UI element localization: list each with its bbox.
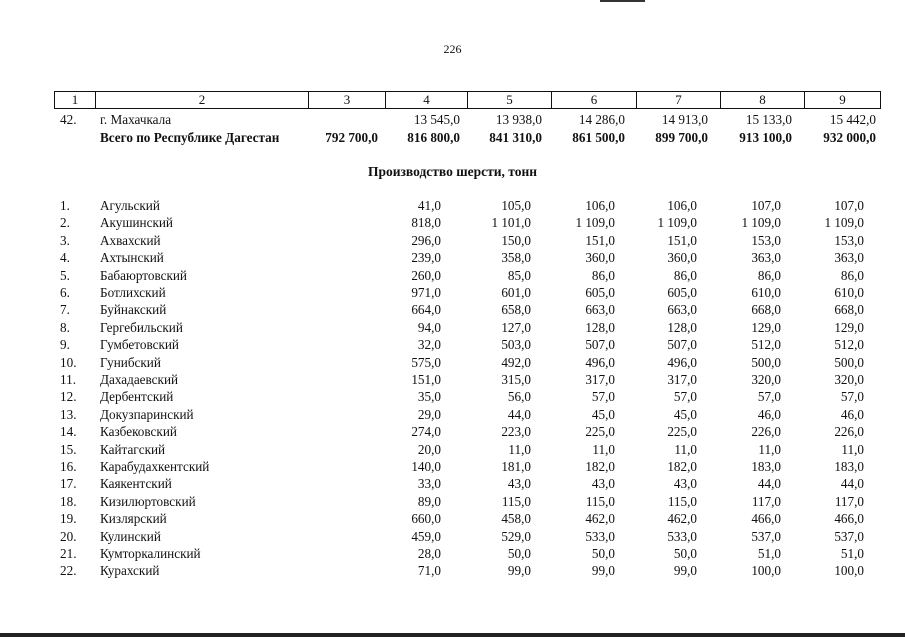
cell-value: 183,0 xyxy=(834,459,864,474)
cell-value: 182,0 xyxy=(667,459,697,474)
cell-value: 46,0 xyxy=(840,406,864,422)
district-name: Кайтагский xyxy=(100,441,166,457)
row-number: 5. xyxy=(60,267,70,283)
row-number: 20. xyxy=(60,528,77,544)
cell-value: 89,0 xyxy=(417,493,441,509)
cell-value: 818,0 xyxy=(411,215,441,231)
cell-value: 35,0 xyxy=(417,389,441,405)
column-header: 9 xyxy=(805,92,881,108)
table-row xyxy=(0,214,905,231)
table-row xyxy=(0,458,905,475)
district-name: Гергебильский xyxy=(100,319,183,335)
row-number: 9. xyxy=(60,337,70,353)
column-header: 8 xyxy=(721,92,805,108)
cell-value: 320,0 xyxy=(834,372,864,387)
cell-value: 360,0 xyxy=(585,250,615,266)
cell-value: 128,0 xyxy=(585,319,615,335)
district-name: Гунибский xyxy=(100,354,161,370)
table-row xyxy=(0,528,905,545)
cell-value: 94,0 xyxy=(417,319,441,335)
column-header: 1 xyxy=(55,92,96,108)
district-name: Всего по Республике Дагестан xyxy=(100,130,280,145)
district-name: Кумторкалинский xyxy=(100,546,201,561)
district-name: Ботлихский xyxy=(100,285,166,300)
cell-value: 226,0 xyxy=(751,424,781,440)
cell-value: 41,0 xyxy=(417,198,441,213)
cell-value: 86,0 xyxy=(757,267,781,283)
cell-value: 605,0 xyxy=(585,285,615,300)
row-number: 14. xyxy=(60,424,77,440)
table-row xyxy=(0,336,905,353)
cell-value: 533,0 xyxy=(585,528,615,544)
cell-value: 44,0 xyxy=(840,476,864,492)
cell-value: 181,0 xyxy=(501,459,531,474)
table-header-row xyxy=(54,91,881,109)
cell-value: 459,0 xyxy=(411,528,441,544)
district-name: г. Махачкала xyxy=(100,112,172,127)
cell-value: 99,0 xyxy=(507,563,531,579)
cell-value: 45,0 xyxy=(591,406,615,422)
table-row xyxy=(0,249,905,266)
table-row xyxy=(0,475,905,492)
cell-value: 315,0 xyxy=(501,372,531,387)
district-name: Гумбетовский xyxy=(100,337,179,353)
column-header: 4 xyxy=(386,92,468,108)
cell-value: 861 500,0 xyxy=(572,130,625,145)
district-name: Дахадаевский xyxy=(100,372,179,387)
cell-value: 32,0 xyxy=(417,337,441,353)
row-number: 19. xyxy=(60,511,77,527)
cell-value: 663,0 xyxy=(585,302,615,318)
cell-value: 1 109,0 xyxy=(824,215,864,231)
cell-value: 153,0 xyxy=(751,232,781,248)
cell-value: 182,0 xyxy=(585,459,615,474)
cell-value: 14 286,0 xyxy=(578,112,625,127)
cell-value: 462,0 xyxy=(667,511,697,527)
cell-value: 29,0 xyxy=(417,406,441,422)
cell-value: 601,0 xyxy=(501,285,531,300)
cell-value: 13 938,0 xyxy=(495,112,542,127)
cell-value: 33,0 xyxy=(417,476,441,492)
row-number: 13. xyxy=(60,406,77,422)
cell-value: 664,0 xyxy=(411,302,441,318)
cell-value: 44,0 xyxy=(507,406,531,422)
cell-value: 106,0 xyxy=(585,198,615,213)
table-row xyxy=(0,267,905,284)
cell-value: 46,0 xyxy=(757,406,781,422)
district-name: Казбековский xyxy=(100,424,177,440)
cell-value: 151,0 xyxy=(585,232,615,248)
column-header: 7 xyxy=(637,92,721,108)
cell-value: 50,0 xyxy=(591,546,615,561)
cell-value: 503,0 xyxy=(501,337,531,353)
row-number: 12. xyxy=(60,389,77,405)
cell-value: 610,0 xyxy=(834,285,864,300)
cell-value: 28,0 xyxy=(417,546,441,561)
table-row xyxy=(0,493,905,510)
cell-value: 71,0 xyxy=(417,563,441,579)
cell-value: 86,0 xyxy=(840,267,864,283)
cell-value: 913 100,0 xyxy=(739,130,792,145)
cell-value: 899 700,0 xyxy=(655,130,708,145)
cell-value: 107,0 xyxy=(834,198,864,213)
cell-value: 537,0 xyxy=(751,528,781,544)
table-row xyxy=(0,197,905,214)
cell-value: 971,0 xyxy=(411,285,441,300)
cell-value: 492,0 xyxy=(501,354,531,370)
cell-value: 140,0 xyxy=(411,459,441,474)
cell-value: 117,0 xyxy=(834,493,864,509)
district-name: Карабудахкентский xyxy=(100,459,210,474)
cell-value: 260,0 xyxy=(411,267,441,283)
district-name: Курахский xyxy=(100,563,160,579)
table-row xyxy=(0,129,905,146)
cell-value: 127,0 xyxy=(501,319,531,335)
cell-value: 466,0 xyxy=(751,511,781,527)
row-number: 11. xyxy=(60,372,76,387)
table-row xyxy=(0,510,905,527)
cell-value: 51,0 xyxy=(840,546,864,561)
cell-value: 44,0 xyxy=(757,476,781,492)
cell-value: 610,0 xyxy=(751,285,781,300)
district-name: Кулинский xyxy=(100,528,161,544)
cell-value: 1 109,0 xyxy=(657,215,697,231)
cell-value: 128,0 xyxy=(667,319,697,335)
cell-value: 358,0 xyxy=(501,250,531,266)
cell-value: 500,0 xyxy=(751,354,781,370)
cell-value: 668,0 xyxy=(751,302,781,318)
cell-value: 43,0 xyxy=(673,476,697,492)
cell-value: 15 133,0 xyxy=(745,112,792,127)
row-number: 1. xyxy=(60,198,70,213)
cell-value: 115,0 xyxy=(501,493,531,509)
cell-value: 668,0 xyxy=(834,302,864,318)
cell-value: 296,0 xyxy=(411,232,441,248)
cell-value: 51,0 xyxy=(757,546,781,561)
cell-value: 11,0 xyxy=(674,441,697,457)
row-number: 10. xyxy=(60,354,77,370)
row-number: 8. xyxy=(60,319,70,335)
cell-value: 841 310,0 xyxy=(489,130,542,145)
district-name: Докузпаринский xyxy=(100,406,194,422)
row-number: 3. xyxy=(60,232,70,248)
cell-value: 153,0 xyxy=(834,232,864,248)
cell-value: 100,0 xyxy=(751,563,781,579)
scan-edge-line xyxy=(600,0,645,2)
cell-value: 106,0 xyxy=(667,198,697,213)
table-row xyxy=(0,423,905,440)
cell-value: 932 000,0 xyxy=(823,130,876,145)
cell-value: 226,0 xyxy=(834,424,864,440)
row-number: 4. xyxy=(60,250,70,266)
cell-value: 15 442,0 xyxy=(829,112,876,127)
cell-value: 658,0 xyxy=(501,302,531,318)
table-row xyxy=(0,232,905,249)
cell-value: 151,0 xyxy=(411,372,441,387)
table-row xyxy=(0,111,905,128)
row-number: 18. xyxy=(60,493,77,509)
row-number: 6. xyxy=(60,285,70,300)
table-row xyxy=(0,354,905,371)
cell-value: 14 913,0 xyxy=(661,112,708,127)
cell-value: 57,0 xyxy=(673,389,697,405)
cell-value: 274,0 xyxy=(411,424,441,440)
cell-value: 320,0 xyxy=(751,372,781,387)
cell-value: 529,0 xyxy=(501,528,531,544)
cell-value: 85,0 xyxy=(507,267,531,283)
cell-value: 105,0 xyxy=(501,198,531,213)
district-name: Бабаюртовский xyxy=(100,267,187,283)
cell-value: 223,0 xyxy=(501,424,531,440)
district-name: Кизилюртовский xyxy=(100,493,196,509)
row-number: 15. xyxy=(60,441,77,457)
cell-value: 43,0 xyxy=(507,476,531,492)
cell-value: 663,0 xyxy=(667,302,697,318)
cell-value: 150,0 xyxy=(501,232,531,248)
cell-value: 317,0 xyxy=(667,372,697,387)
district-name: Ахтынский xyxy=(100,250,164,266)
row-number: 22. xyxy=(60,563,77,579)
cell-value: 11,0 xyxy=(592,441,615,457)
page-number: 226 xyxy=(443,42,462,56)
cell-value: 575,0 xyxy=(411,354,441,370)
row-number: 21. xyxy=(60,546,77,561)
cell-value: 57,0 xyxy=(840,389,864,405)
cell-value: 115,0 xyxy=(585,493,615,509)
cell-value: 458,0 xyxy=(501,511,531,527)
cell-value: 50,0 xyxy=(507,546,531,561)
cell-value: 183,0 xyxy=(751,459,781,474)
column-header: 5 xyxy=(468,92,552,108)
cell-value: 11,0 xyxy=(508,441,531,457)
cell-value: 99,0 xyxy=(591,563,615,579)
cell-value: 507,0 xyxy=(585,337,615,353)
cell-value: 496,0 xyxy=(667,354,697,370)
column-header: 6 xyxy=(552,92,637,108)
cell-value: 507,0 xyxy=(667,337,697,353)
table-row xyxy=(0,441,905,458)
cell-value: 466,0 xyxy=(834,511,864,527)
cell-value: 50,0 xyxy=(673,546,697,561)
table-row xyxy=(0,284,905,301)
column-header: 3 xyxy=(309,92,386,108)
cell-value: 86,0 xyxy=(591,267,615,283)
cell-value: 533,0 xyxy=(667,528,697,544)
cell-value: 500,0 xyxy=(834,354,864,370)
district-name: Кизлярский xyxy=(100,511,167,527)
cell-value: 660,0 xyxy=(411,511,441,527)
cell-value: 462,0 xyxy=(585,511,615,527)
scan-edge-line-bottom xyxy=(0,633,905,637)
cell-value: 99,0 xyxy=(673,563,697,579)
district-name: Агульский xyxy=(100,198,160,213)
cell-value: 100,0 xyxy=(834,563,864,579)
cell-value: 239,0 xyxy=(411,250,441,266)
row-number: 42. xyxy=(60,112,77,127)
cell-value: 86,0 xyxy=(673,267,697,283)
column-header: 2 xyxy=(96,92,309,108)
cell-value: 363,0 xyxy=(834,250,864,266)
cell-value: 1 109,0 xyxy=(575,215,615,231)
cell-value: 512,0 xyxy=(751,337,781,353)
table-row xyxy=(0,301,905,318)
table-row xyxy=(0,545,905,562)
cell-value: 56,0 xyxy=(507,389,531,405)
table-row xyxy=(0,371,905,388)
row-number: 7. xyxy=(60,302,70,318)
cell-value: 1 109,0 xyxy=(741,215,781,231)
cell-value: 129,0 xyxy=(834,319,864,335)
cell-value: 107,0 xyxy=(751,198,781,213)
row-number: 16. xyxy=(60,459,77,474)
cell-value: 11,0 xyxy=(841,441,864,457)
cell-value: 11,0 xyxy=(758,441,781,457)
district-name: Буйнакский xyxy=(100,302,167,318)
cell-value: 512,0 xyxy=(834,337,864,353)
cell-value: 360,0 xyxy=(667,250,697,266)
district-name: Ахвахский xyxy=(100,232,161,248)
district-name: Акушинский xyxy=(100,215,173,231)
cell-value: 57,0 xyxy=(591,389,615,405)
district-name: Каякентский xyxy=(100,476,172,492)
cell-value: 117,0 xyxy=(751,493,781,509)
cell-value: 605,0 xyxy=(667,285,697,300)
cell-value: 363,0 xyxy=(751,250,781,266)
cell-value: 816 800,0 xyxy=(407,130,460,145)
table-row xyxy=(0,319,905,336)
cell-value: 1 101,0 xyxy=(491,215,531,231)
cell-value: 43,0 xyxy=(591,476,615,492)
table-row xyxy=(0,562,905,579)
cell-value: 792 700,0 xyxy=(325,130,378,145)
district-name: Дербентский xyxy=(100,389,174,405)
cell-value: 129,0 xyxy=(751,319,781,335)
cell-value: 537,0 xyxy=(834,528,864,544)
cell-value: 225,0 xyxy=(667,424,697,440)
table-row xyxy=(0,406,905,423)
cell-value: 225,0 xyxy=(585,424,615,440)
cell-value: 115,0 xyxy=(667,493,697,509)
cell-value: 13 545,0 xyxy=(413,112,460,127)
cell-value: 20,0 xyxy=(417,441,441,457)
row-number: 2. xyxy=(60,215,70,231)
cell-value: 317,0 xyxy=(585,372,615,387)
cell-value: 45,0 xyxy=(673,406,697,422)
row-number: 17. xyxy=(60,476,77,492)
cell-value: 496,0 xyxy=(585,354,615,370)
section-title: Производство шерсти, тонн xyxy=(367,164,538,179)
cell-value: 151,0 xyxy=(667,232,697,248)
cell-value: 57,0 xyxy=(757,389,781,405)
table-row xyxy=(0,388,905,405)
